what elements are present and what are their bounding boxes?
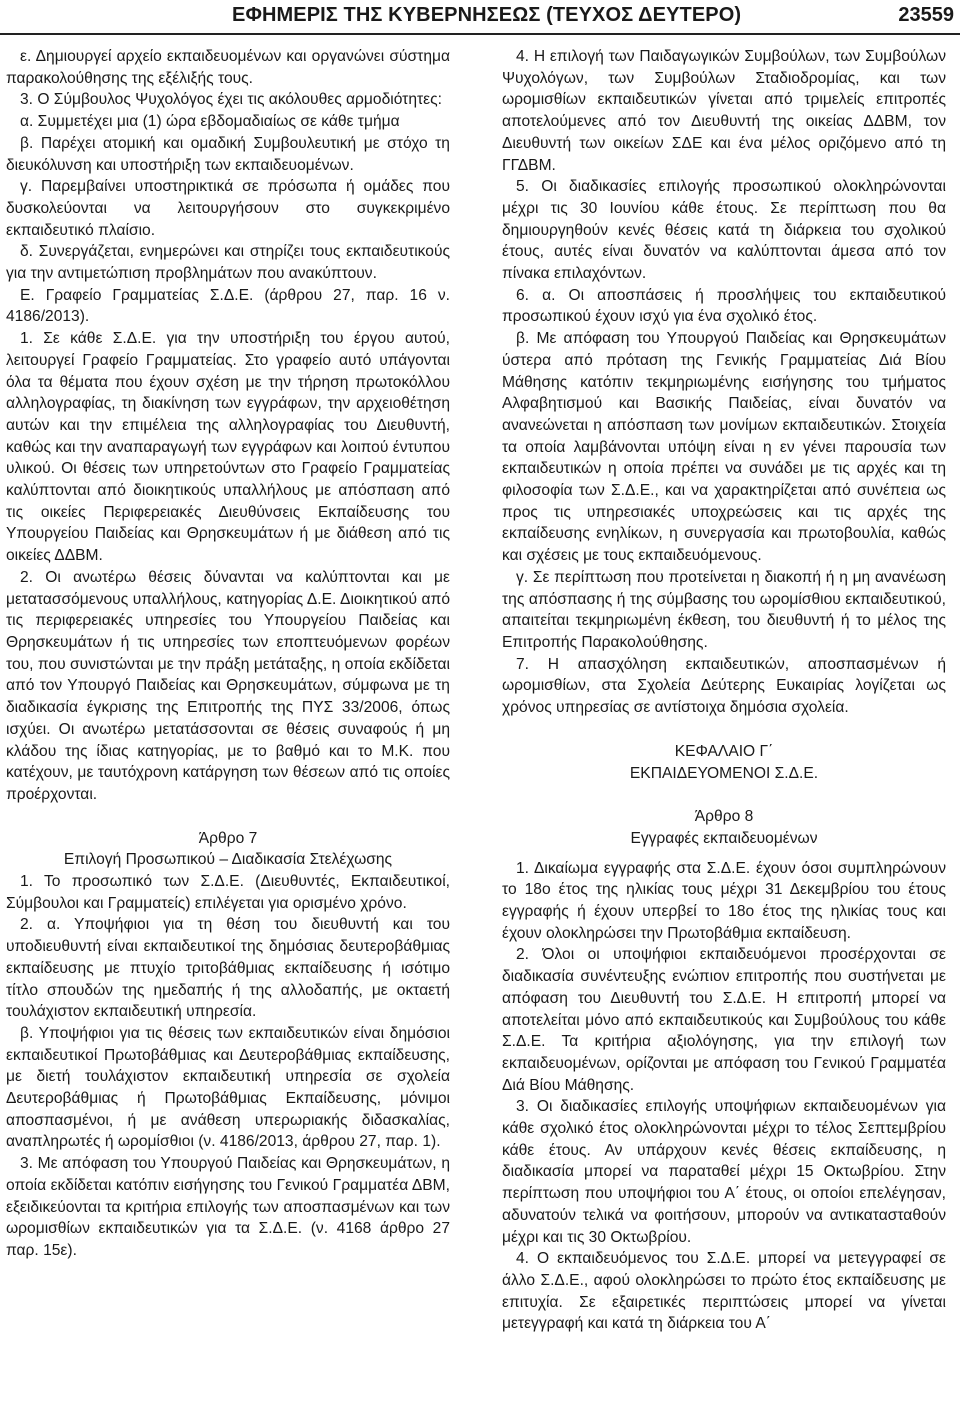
paragraph: 1. Δικαίωμα εγγραφής στα Σ.Δ.Ε. έχουν όσοι συμπληρώνουν το 18ο έτος της ηλικίας τους μέχρι 31 Δεκεμβρίου του έτους εγγραφής ή έχουν υπερβεί το 18ο έτος της ηλικίας τους και έχουν ολοκληρώσει την Πρωτοβάθμια εκπαίδευση. [502,859,946,942]
article-7-title: Άρθρο 7 [198,829,258,847]
paragraph: α. Συμμετέχει μια (1) ώρα εβδομαδιαίως σε κάθε τμήμα [20,113,400,131]
article-8-subtitle: Εγγραφές εκπαιδευομένων [630,829,818,847]
paragraph: δ. Συνεργάζεται, ενημερώνει και στηρίζει τους εκπαιδευτικούς για την αντιμετώπιση προβλημάτων που ανακύπτουν. [6,243,450,283]
article-8-title: Άρθρο 8 [694,808,754,826]
paragraph: 4. Ο εκπαιδευόμενος του Σ.Δ.Ε. μπορεί να μετεγγραφεί σε άλλο Σ.Δ.Ε., αφού ολοκληρώσει το πρώτο έτος εκπαίδευσης με επιτυχία. Σε εξαιρετικές περιπτώσεις μπορεί να γίνεται μετεγγραφή και κατά τη διάρκεια του Α΄ [502,1250,946,1333]
paragraph: β. Υποψήφιοι για τις θέσεις των εκπαιδευτικών είναι δημόσιοι εκπαιδευτικοί Πρωτοβάθμιας και Δευτεροβάθμιας εκπαίδευσης, με διετή τουλάχιστον εκπαιδευτική υπηρεσία σε σχολεία Δευτεροβάθμιας ή Πρωτοβάθμιας Εκπαίδευσης, μόνιμοι αποσπασμένοι, ή με ανάθεση υπερωριακής διδασκαλίας, αναπληρωτές ή ωρομίσθιοι (ν. 4186/2013, άρθρου 27, παρ. 1). [6,1024,450,1151]
right-column [502,46,946,1335]
paragraph: γ. Σε περίπτωση που προτείνεται η διακοπή ή η μη ανανέωση της απόσπασης ή της σύμβασης του ωρομίσθιου εκπαιδευτικού, απαιτείται τεκμηριωμένη έκθεση, του διευθυντή ή το μέλος της Επιτροπής Παρακολούθησης. [502,568,946,651]
article-7-subtitle: Επιλογή Προσωπικού – Διαδικασία Στελέχωσης [63,851,393,869]
paragraph: 5. Οι διαδικασίες επιλογής προσωπικού ολοκληρώνονται μέχρι τις 30 Ιουνίου κάθε έτους. Σε περίπτωση που θα δημιουργηθούν κενές θέσεις κατά τη διάρκεια του σχολικού έτους, αυτές είναι δυνατόν να καλύπτονται άμεσα από τον πίνακα επιλαχόντων. [502,178,946,283]
page-header [0,0,960,38]
chapter-title: ΚΕΦΑΛΑΙΟ Γ΄ [674,742,774,760]
paragraph: β. Με απόφαση του Υπουργού Παιδείας και Θρησκευμάτων ύστερα από πρόταση της Γενικής Γραμματείας Διά Βίου Μάθησης κατόπιν τεκμηριωμένης εισήγησης του τμήματος Αλφαβητισμού και Βασικής Παιδείας, είναι δυνατόν να ανανεώνεται η απόσπαση των μονίμων εκπαιδευτικών. Στοιχεία τα οποία λαμβάνονται υπόψη είναι η εν γένει παρουσία των εκπαιδευτικών η οποία πρέπει να συνάδει με τις αρχές και τη φιλοσοφία των Σ.Δ.Ε., και να χαρακτηρίζεται από συνέπεια ως προς τις υπηρεσιακές υποχρεώσεις και τις αρχές της εκπαίδευσης ενηλίκων, η συνεργασία και πρωτοβουλία, καθώς και σχέσεις με τους εκπαιδευόμενους. [502,330,946,565]
paragraph: 1. Σε κάθε Σ.Δ.Ε. για την υποστήριξη του έργου αυτού, λειτουργεί Γραφείο Γραμματείας. Στο γραφείο αυτό υπάγονται όλα τα θέματα που έχουν σχέση με την τήρηση πρωτοκόλλου αλληλογραφίας, τη διακίνηση των εγγράφων, την αρχειοθέτηση αυτών και την επιμέλεια της αλληλογραφίας του Διευθυντή, καθώς και την αναπαραγωγή των εγγράφων και λοιπού έντυπου υλικού. Οι θέσεις των υπηρετούντων στο Γραφείο Γραμματείας καλύπτονται από διοικητικούς υπαλλήλους με απόσπαση από τις οικείες Περιφερειακές Διευθύνσεις Εκπαίδευσης του Υπουργείου Παιδείας και Θρησκευμάτων ή με διάθεση από τις οικείες ΔΔΒΜ. [6,330,450,565]
paragraph: 4. Η επιλογή των Παιδαγωγικών Συμβούλων, των Συμβούλων Ψυχολόγων, των Συμβούλων Σταδιοδρομίας, και των ωρομισθίων εκπαιδευτικών γίνεται από τριμελείς επιτροπές αποτελούμενες από τον Διευθυντή της οικείας ΔΔΒΜ, τον Διευθυντή των οικείων ΣΔΕ και ένα μέλος οριζόμενο από τη ΓΓΔΒΜ. [502,48,946,174]
page-number: 23559 [898,4,954,26]
left-column [6,46,450,1262]
paragraph: β. Παρέχει ατομική και ομαδική Συμβουλευτική με στόχο τη διευκόλυνση και υποστήριξη των εκπαιδευομένων. [6,134,450,174]
paragraph: 3. Οι διαδικασίες επιλογής υποψήφιων εκπαιδευομένων για κάθε σχολικό έτος ολοκληρώνονται μέχρι το τέλος Σεπτεμβρίου κάθε έτους. Αν υπάρχουν κενές θέσεις εκπαίδευσης, η διαδικασία μπορεί να παραταθεί μέχρι 15 Οκτωβρίου. Στην περίπτωση που υποψήφιοι του Α΄ έτους, οι οποίοι επελέγησαν, αδυνατούν τελικά να φοιτήσουν, μπορούν να αντικατασταθούν μέχρι και τις 30 Οκτωβρίου. [502,1098,946,1246]
paragraph: 1. Το προσωπικό των Σ.Δ.Ε. (Διευθυντές, Εκπαιδευτικοί, Σύμβουλοι και Γραμματείς) επιλέγεται για ορισμένο χρόνο. [6,873,450,912]
paragraph: 2. Όλοι οι υποψήφιοι εκπαιδευόμενοι προσέρχονται σε διαδικασία συνέντευξης ενώπιον επιτροπής που συστήνεται με απόφαση του Διευθυντή του Σ.Δ.Ε. Η επιτροπή μπορεί να αποτελείται μόνο από εκπαιδευτικούς και Συμβούλους του κάθε Σ.Δ.Ε. Τα κριτήρια αξιολόγησης, για την επιλογή των εκπαιδευομένων, ορίζονται με απόφαση του Γενικού Γραμματέα Διά Βίου Μάθησης. [502,946,946,1094]
paragraph: 3. Ο Σύμβουλος Ψυχολόγος έχει τις ακόλουθες αρμοδιότητες: [20,91,442,109]
paragraph: ε. Δημιουργεί αρχείο εκπαιδευομένων και οργανώνει σύστημα παρακολούθησης της εξέλιξής τους. [6,48,450,87]
paragraph: 7. Η απασχόληση εκπαιδευτικών, αποσπασμένων ή ωρομισθίων, στα Σχολεία Δεύτερης Ευκαιρίας λογίζεται ως χρόνος υπηρεσίας σε αντίστοιχα δημόσια σχολεία. [502,655,946,717]
paragraph: 2. Οι ανωτέρω θέσεις δύνανται να καλύπτονται και με μετατασσόμενους υπαλλήλους, κατηγορίας Δ.Ε. Διοικητικού από τις περιφερειακές υπηρεσίες του Υπουργείου Παιδείας και Θρησκευμάτων ή τις υπηρεσίες των εποπτευόμενων φορέων του, που συνιστώνται με την πράξη μετάταξης, η οποία εκδίδεται από τον Υπουργό Παιδείας και Θρησκευμάτων, σύμφωνα με τη διαδικασία έγκρισης της Επιτροπής της ΠΥΣ 33/2006, όπως ισχύει. Οι ανωτέρω μετατάσσονται σε θέσεις συναφούς ή μη κλάδου της ίδιας κατηγορίας, με το βαθμό και το Μ.Κ. που κατέχουν, με ταυτόχρονη κατάργηση των θέσεων από τις οποίες προέρχονται. [6,568,450,803]
paragraph: γ. Παρεμβαίνει υποστηρικτικά σε πρόσωπα ή ομάδες που δυσκολεύονται να λειτουργήσουν στο συγκεκριμένο εκπαιδευτικό πλαίσιο. [6,178,450,239]
chapter-subtitle: ΕΚΠΑΙΔΕΥΟΜΕΝΟΙ Σ.Δ.Ε. [629,764,819,782]
paragraph: 6. α. Οι αποσπάσεις ή προσλήψεις του εκπαιδευτικού προσωπικού έχουν ισχύ για ένα σχολικό έτος. [502,286,946,326]
publication-title: ΕΦΗΜΕΡΙΣ ΤΗΣ ΚΥΒΕΡΝΗΣΕΩΣ (ΤΕΥΧΟΣ ΔΕΥΤΕΡΟ) [232,4,742,26]
paragraph: 3. Με απόφαση του Υπουργού Παιδείας και Θρησκευμάτων, η οποία εκδίδεται κατόπιν εισήγησης του Γενικού Γραμματέα ΔΒΜ, εξειδικεύονται τα κριτήρια επιλογής των αποσπασμένων και των ωρομισθίων εκπαιδευτικών για τα Σ.Δ.Ε. (ν. 4168 άρθρο 27 παρ. 15ε). [6,1155,450,1259]
paragraph: Ε. Γραφείο Γραμματείας Σ.Δ.Ε. (άρθρου 27, παρ. 16 ν. 4186/2013). [6,286,450,326]
header-divider [0,33,960,35]
paragraph: 2. α. Υποψήφιοι για τη θέση του διευθυντή και του υποδιευθυντή είναι εκπαιδευτικοί της δημόσιας δευτεροβάθμιας εκπαίδευσης με πτυχίο τριτοβάθμιας εκπαίδευσης ή ισότιμο τίτλο σπουδών της ημεδαπής ή της αλλοδαπής, με οκταετή τουλάχιστον εκπαιδευτική υπηρεσία. [6,916,450,1021]
